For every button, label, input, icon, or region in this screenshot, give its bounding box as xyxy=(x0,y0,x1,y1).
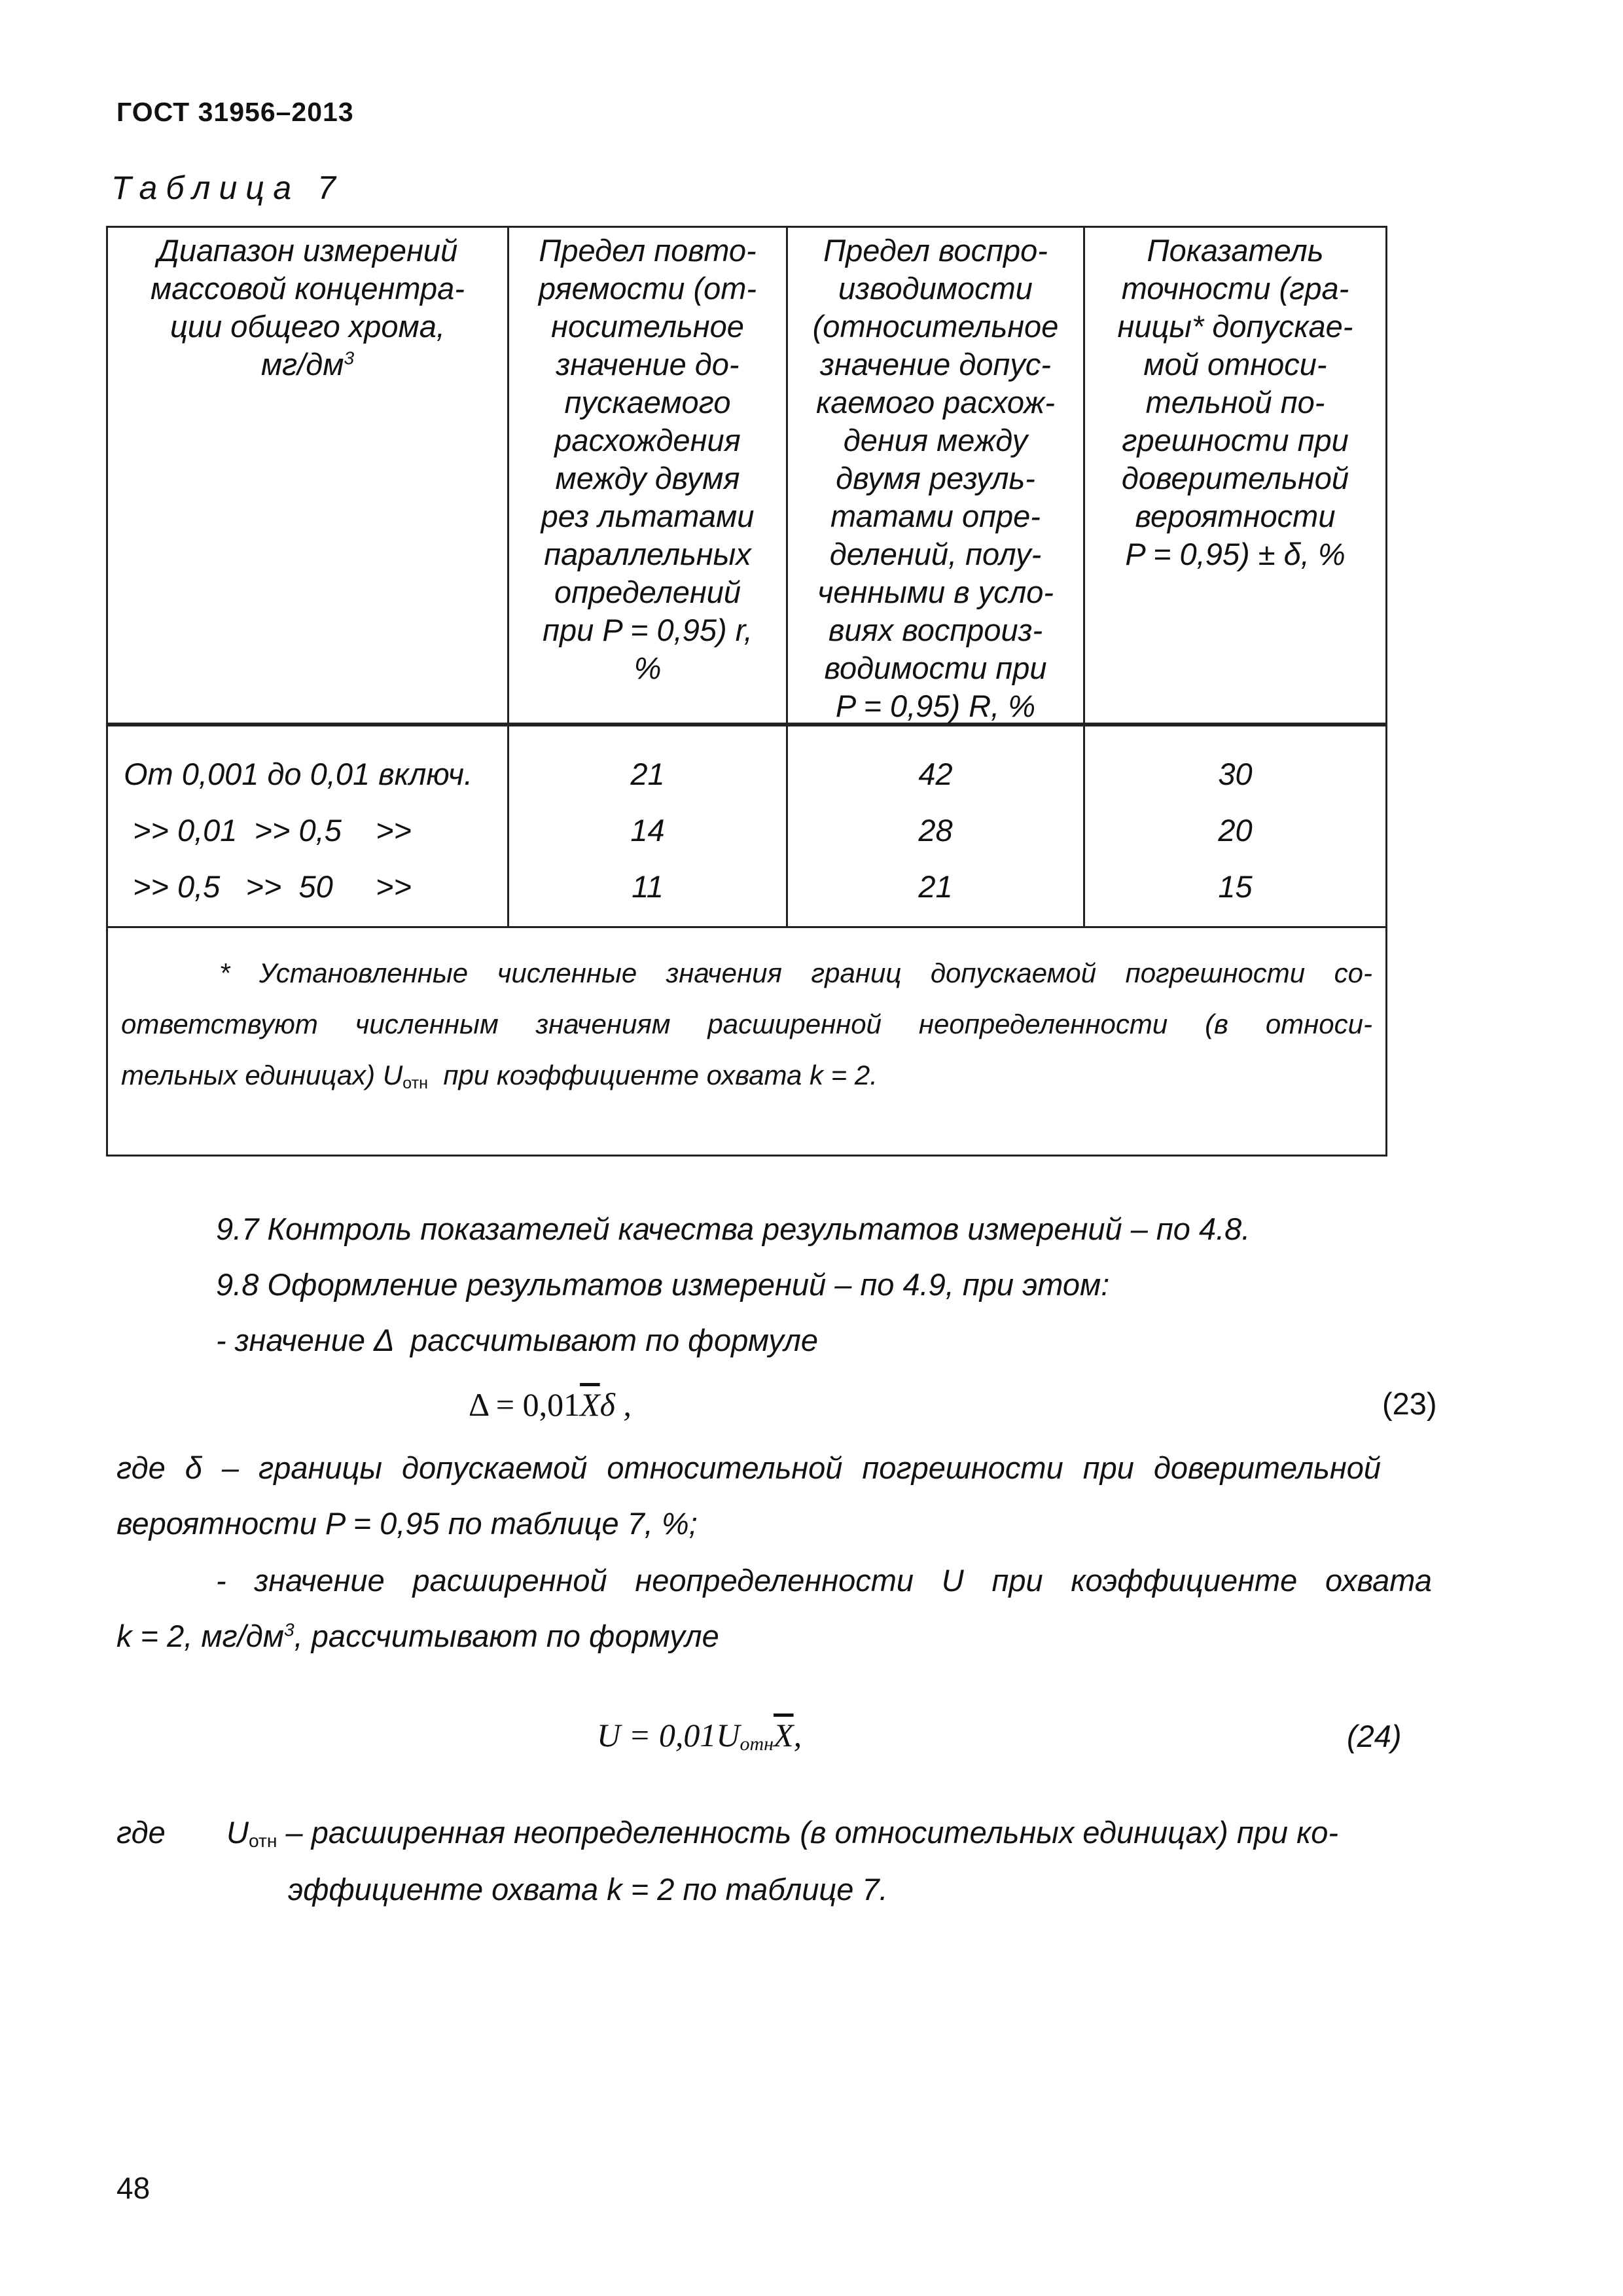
equation-number-23: (23) xyxy=(1382,1386,1437,1421)
column-header-accuracy: Показатель точности (гра- ницы* допускае- мой относи- тельной по- грешности при доверительной вероятности P = 0,95) ± δ, % xyxy=(1117,233,1353,571)
cell-delta: 30 xyxy=(1218,757,1253,791)
formula-23: $\Delta = 0,01\overline{X}\delta$ , xyxy=(469,1386,632,1423)
table-7 xyxy=(106,226,1387,1157)
delta-intro: - значение Δ рассчитывают по формуле xyxy=(216,1323,819,1357)
formula-24: $U = 0,01U_{отн}\overline{X}$, xyxy=(597,1717,802,1755)
cell-R: 21 xyxy=(918,869,953,904)
u-intro-line2: k = 2, $мг/дм^3$, рассчитывают по формуле xyxy=(116,1619,719,1653)
table-footnote: * Установленные численные значения границ допускаемой погрешности со- ответствуют численным значениям расширенной неопределенности (в относи- тельных единицах) $U_{отн}$ при коэффициенте охвата k = 2. xyxy=(121,958,1372,1092)
cell-r: 11 xyxy=(632,869,664,904)
where-delta-line2: вероятности P = 0,95 по таблице 7, %; xyxy=(116,1506,698,1541)
u-intro-line1: - значение расширенной неопределенности U при коэффициенте охвата xyxy=(216,1563,1432,1598)
cell-r: 14 xyxy=(630,813,665,848)
column-header-reproducibility: Предел воспро- изводимости (относительное значение допус- каемого расхож- дения между двумя резуль- татами опре- делений, полу- ченными в усло- виях воспроиз- водимости при P = 0,95) R, % xyxy=(812,233,1059,723)
row-range: >> 0,5 >> 50 >> xyxy=(133,869,412,904)
where-u-label: где xyxy=(116,1815,166,1850)
column-header-range: Диапазон измерений массовой концентра- ции общего хрома, $мг/дм^3$ xyxy=(151,233,465,382)
row-range: >> 0,01 >> 0,5 >> xyxy=(133,813,412,848)
where-u-line1: $U_{отн}$ – расширенная неопределенность (в относительных единицах) при ко- xyxy=(226,1815,1339,1851)
document-header: ГОСТ 31956–2013 xyxy=(116,97,354,127)
row-range: От 0,001 до 0,01 включ. xyxy=(124,757,473,791)
paragraph-9-7: 9.7 Контроль показателей качества результатов измерений – по 4.8. xyxy=(216,1211,1251,1246)
cell-r: 21 xyxy=(630,757,665,791)
table-caption: Таблица 7 xyxy=(111,170,344,206)
footnote-divider xyxy=(108,926,1385,928)
header-divider xyxy=(108,723,1385,726)
page-number: 48 xyxy=(116,2171,151,2205)
cell-delta: 15 xyxy=(1218,869,1253,904)
paragraph-9-8: 9.8 Оформление результатов измерений – по 4.9, при этом: xyxy=(216,1267,1110,1302)
equation-number-24: (24) xyxy=(1347,1719,1402,1753)
cell-R: 42 xyxy=(918,757,953,791)
where-delta-line1: где δ – границы допускаемой относительной погрешности при доверительной xyxy=(116,1450,1381,1485)
cell-delta: 20 xyxy=(1218,813,1253,848)
cell-R: 28 xyxy=(918,813,953,848)
where-u-line2: эффициенте охвата k = 2 по таблице 7. xyxy=(288,1872,888,1907)
column-header-repeatability: Предел повто- ряемости (от- носительное значение до- пускаемого расхождения между двумя рез льтатами параллельных определений при P = 0,95) r, % xyxy=(538,233,757,685)
